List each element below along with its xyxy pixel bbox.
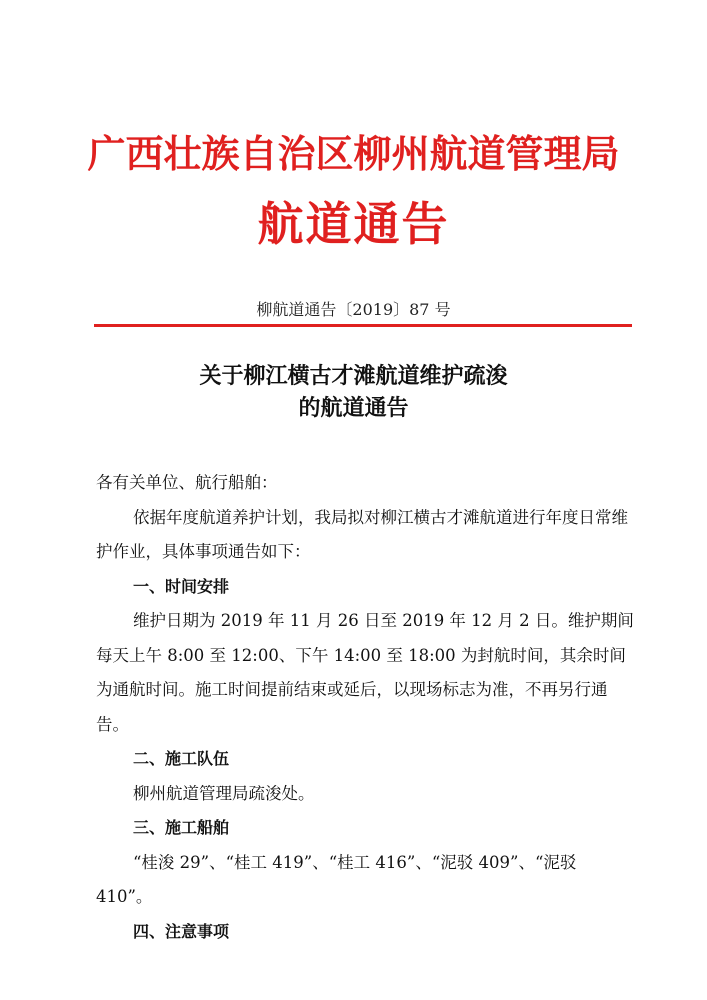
notice-type-heading: 航道通告 [257, 197, 450, 251]
red-divider-line [94, 324, 632, 327]
notice-title [0, 360, 707, 424]
issuing-organization: 广西壮族自治区柳州航道管理局 [87, 132, 620, 176]
notice-body [96, 466, 636, 949]
intro-paragraph: 依据年度航道养护计划，我局拟对柳江横古才滩航道进行年度日常维护作业，具体事项通告如下： [96, 507, 628, 561]
document-number: 柳航道通告〔2019〕87 号 [256, 300, 451, 319]
notice-title-line-2: 的航道通告 [298, 395, 409, 421]
section-heading-schedule: 一、时间安排 [133, 576, 230, 596]
notice-title-line-1: 关于柳江横古才滩航道维护疏浚 [199, 363, 508, 389]
section-text-team: 柳州航道管理局疏浚处。 [133, 783, 315, 803]
section-text-schedule: 维护日期为 2019 年 11 月 26 日至 2019 年 12 月 2 日。维护期间每天上午 8:00 至 12:00、下午 14:00 至 18:00 为封航时间，其余时间为通航时间。施工时间提前结束或延后，以现场标志为准，不再另行通告。 [96, 611, 634, 734]
salutation: 各有关单位、航行船舶： [96, 473, 278, 492]
section-heading-vessels: 三、施工船舶 [133, 818, 230, 837]
section-heading-team: 二、施工队伍 [133, 749, 230, 768]
section-heading-notes: 四、注意事项 [133, 921, 230, 941]
section-text-vessels: “桂浚 29”、“桂工 419”、“桂工 416”、“泥驳 409”、“泥驳 410”。 [96, 852, 577, 906]
